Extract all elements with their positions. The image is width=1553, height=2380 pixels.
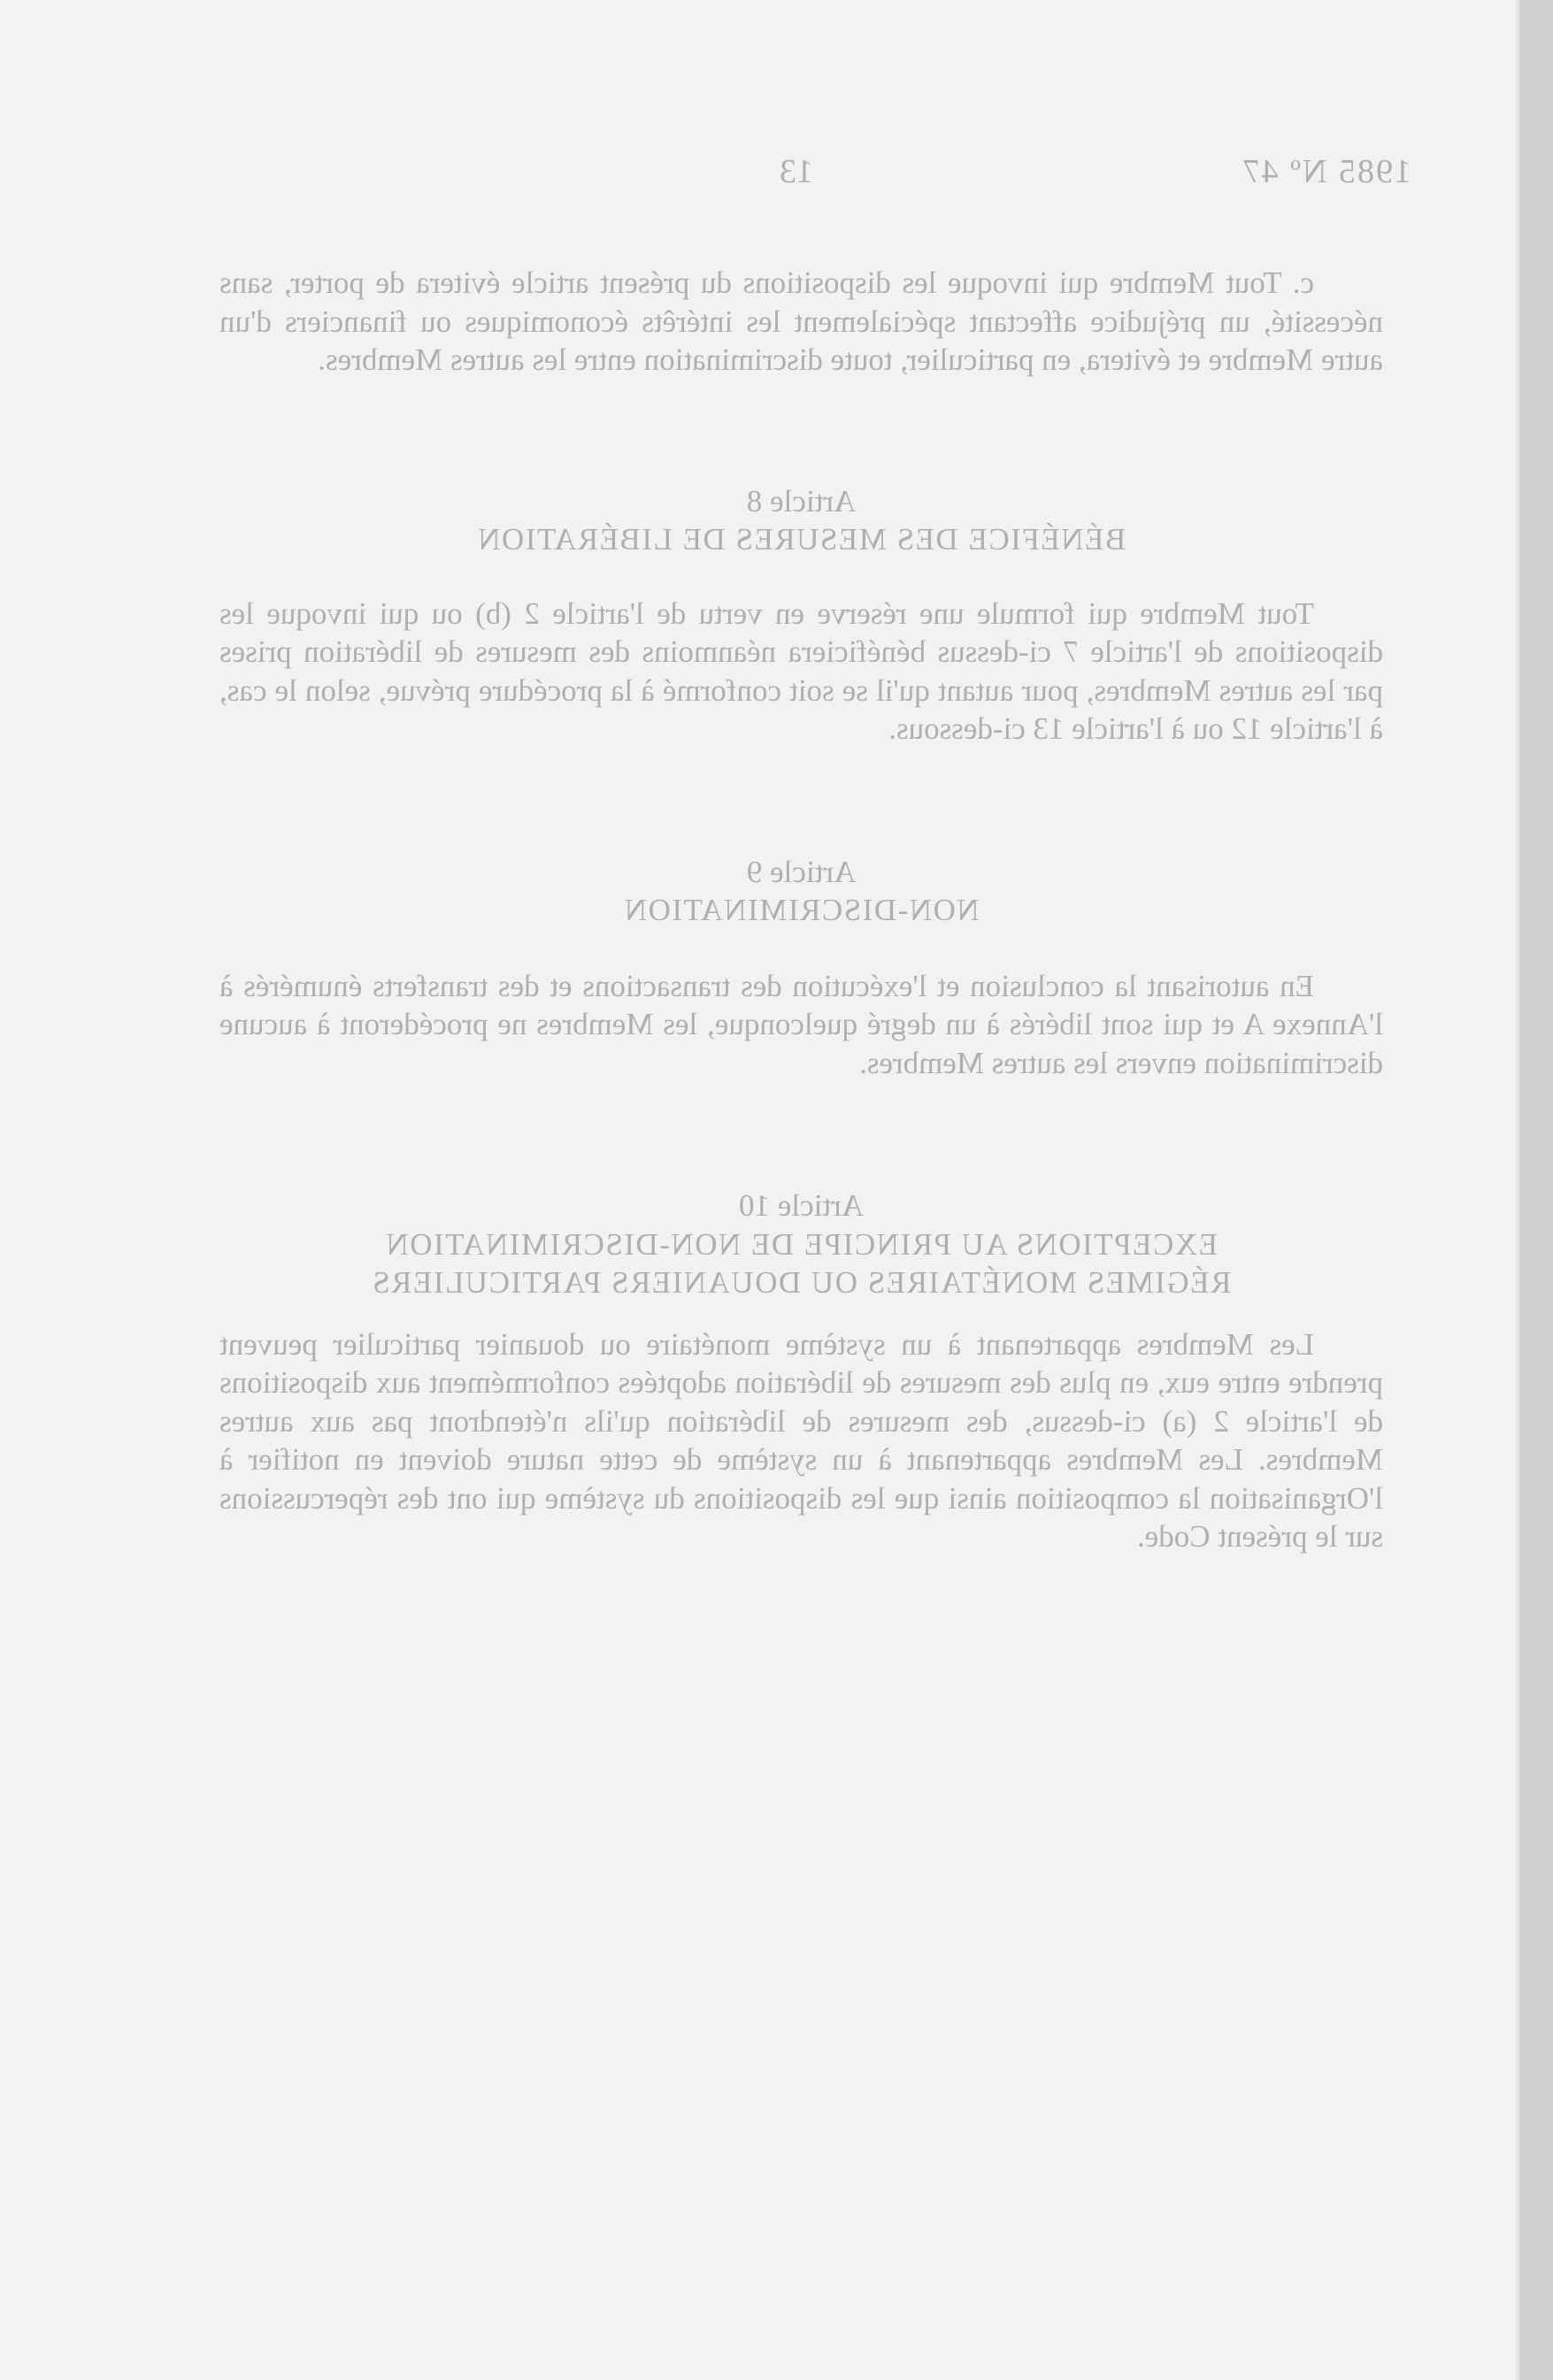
document-body <box>219 264 1383 1556</box>
article-8-text: Tout Membre qui formule une réserve en vertu de l'article 2 (b) ou qui invoque les dispositions de l'article 7 ci-dessus bénéficiera néanmoins des mesures de libération prises par les autres Membres, pour autant qu'il se soit conformé à la procédure prévue, selon le cas, à l'article 12 ou à l'article 13 ci-dessous. <box>219 595 1383 746</box>
article-10-text: Les Membres appartenant à un système monétaire ou douanier particulier peuvent prendre entre eux, en plus des mesures de libération adoptées conformément aux dispositions de l'article 2 (a) ci-dessus, des mesures de libération qu'ils n'étendront pas aux autres Membres. Les Membres appartenant à un système de cette nature doivent en notifier à l'Organisation la composition ainsi que les dispositions du système qui ont des répercussions sur le présent Code. <box>219 1326 1383 1554</box>
article-8-label: Article 8 <box>746 483 857 518</box>
article-10-label: Article 10 <box>739 1188 864 1223</box>
article-10-title-line1: EXCEPTIONS AU PRINCIPE DE NON-DISCRIMINATION <box>384 1226 1219 1262</box>
page-header <box>181 152 1411 196</box>
article-9-title: NON-DISCRIMINATION <box>623 893 980 927</box>
page-number: 13 <box>780 153 813 190</box>
publication-reference: 1985 Nº 47 <box>1241 153 1411 190</box>
article-9-text: En autorisant la conclusion et l'exécution des transactions et des transferts énumérés à l'Annexe A et qui sont libérés à un degré quelconque, les Membres ne procéderont à aucune discrimination envers les autres Membres. <box>219 968 1383 1080</box>
article-10-title-line2: RÉGIMES MONÉTAIRES OU DOUANIERS PARTICULIERS <box>371 1265 1232 1300</box>
paragraph-c: c. Tout Membre qui invoque les dispositions du présent article évitera de porter, sans nécessité, un préjudice affectant spécialement les intérêts économiques ou financiers d'un autre Membre et évitera, en particulier, toute discrimination entre les autres Membres. <box>219 265 1383 377</box>
article-9-label: Article 9 <box>746 854 857 889</box>
article-8-title: BÉNÉFICE DES MESURES DE LIBÉRATION <box>476 522 1126 557</box>
